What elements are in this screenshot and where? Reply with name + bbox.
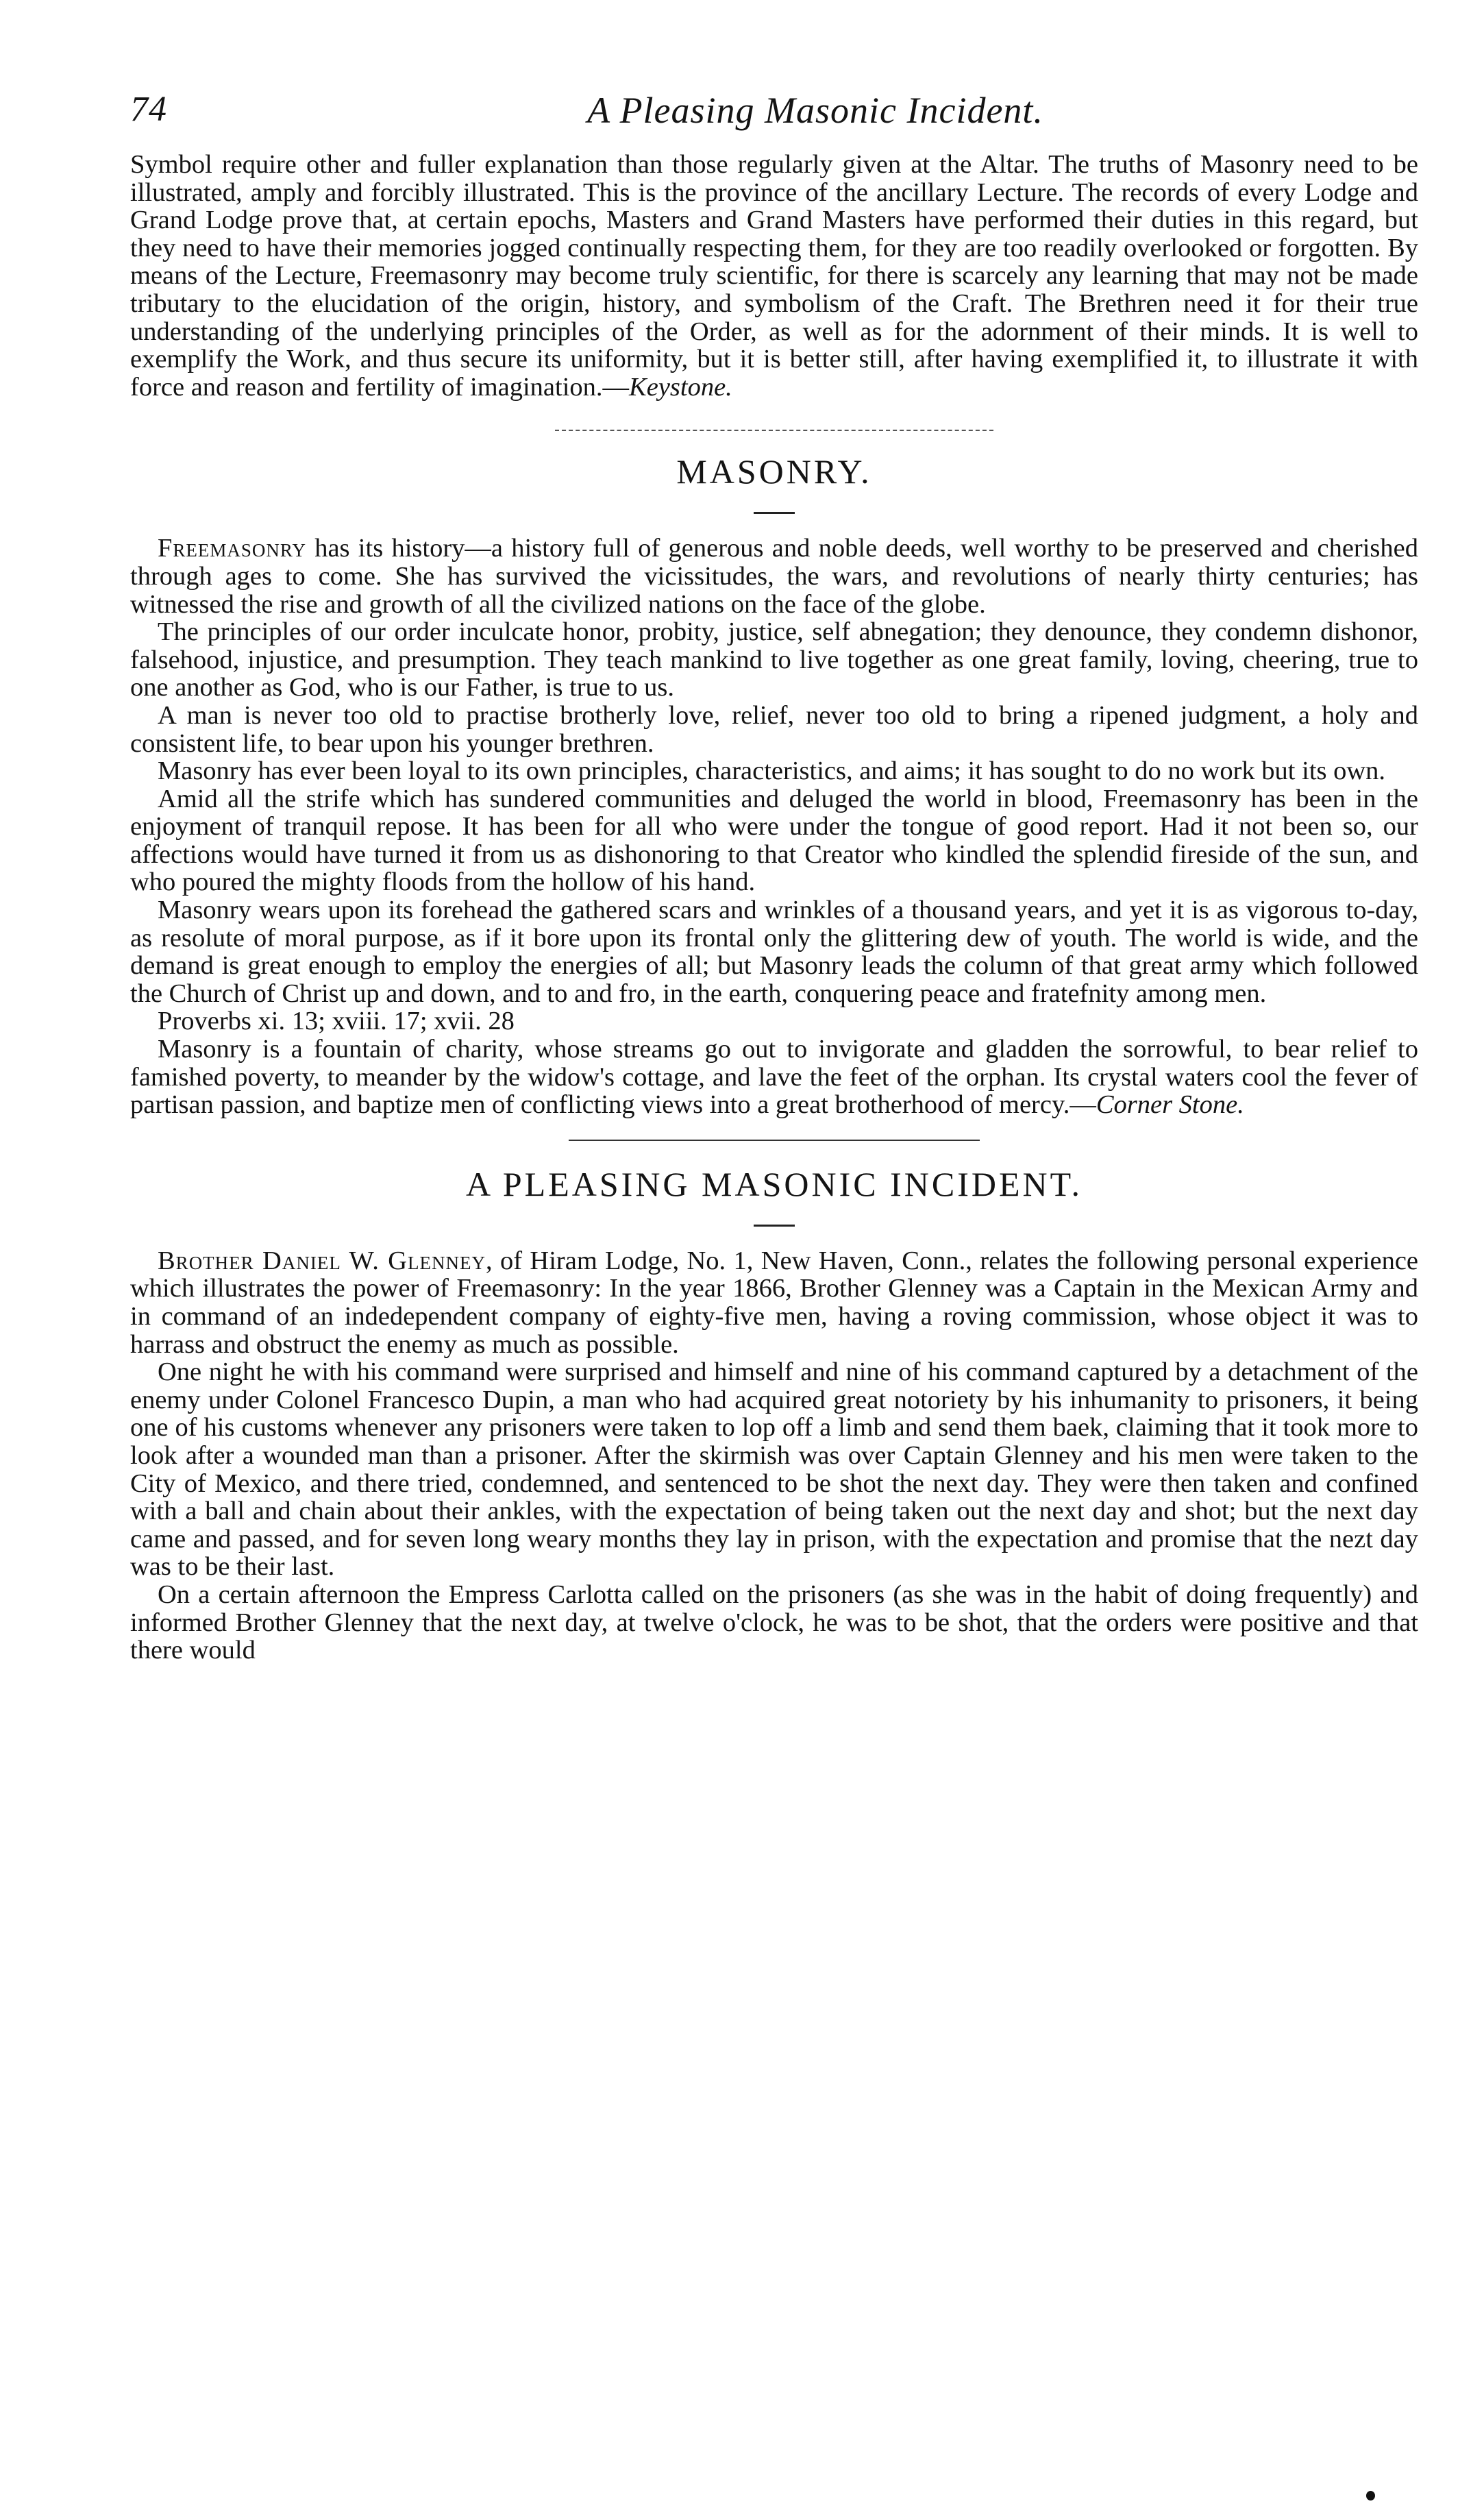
intro-text: Symbol require other and fuller explanation than those regularly given at the Altar. The truths of Masonry need to be illustrated, amply and forcibly illustrated. This is the province of the ancillary Lecture. The records of every Lodge and Grand Lodge prove that, at certain epochs, Masters and Grand Masters have performed their duties in this regard, but they need to have their memories jogged continually respecting them, for they are too readily overlooked or forgotten. By means of the Lecture, Freemasonry may become truly scientific, for there is scarcely any learning that may not be made tributary to the elucidation of the origin, history, and symbolism of the Craft. The Brethren need it for their true understanding of the underlying principles of the Order, as well as for the adornment of their minds. It is well to exemplify the Work, and thus secure its uniformity, but it is better still, after having exemplified it, to illustrate it with force and reason and fertility of imagination.— xyxy=(130,150,1418,402)
book-page xyxy=(130,89,1418,1664)
intro-signature: Keystone. xyxy=(629,372,732,402)
masonry-paragraph-3: A man is never too old to practise brotherly love, relief, never too old to bring a ripened judgment, a holy and consistent life, to bear upon his younger brethren. xyxy=(130,700,1418,758)
incident-paragraph-2: One night he with his command were surprised and himself and nine of his command captured by a detachment of the enemy under Colonel Francesco Dupin, a man who had acquired great notoriety by his inhumanity to prisoners, it being one of his customs whenever any prisoners were taken to lop off a limb and send them baek, claiming that it took more to look after a wounded man than a prisoner. After the skirmish was over Captain Glenney and his men were taken to the City of Mexico, and there tried, condemned, and sentenced to be shot the next day. They were then taken and confined with a ball and chain about their ankles, with the expectation of being taken out the next day and shot; but the next day came and passed, and for seven long weary months they lay in prison, with the expectation and promise that the nezt day was to be their last. xyxy=(130,1357,1418,1582)
masonry-paragraph-2: The principles of our order inculcate honor, probity, justice, self abnegation; they denounce, they condemn dishonor, falsehood, injustice, and presumption. They teach mankind to live together as one great family, loving, cheering, true to one another as God, who is our Father, is true to us. xyxy=(130,617,1418,702)
masonry-p8-text: Masonry is a fountain of charity, whose streams go out to invigorate and gladden the sorrowful, to bear relief to famished poverty, to meander by the widow's cottage, and lave the feet of the orphan. Its crystal waters cool the fever of partisan passion, and baptize men of conflicting views into a great brotherhood of mercy.— xyxy=(130,1035,1418,1120)
incident-p1-text: , of Hiram Lodge, No. 1, New Haven, Conn., relates the following personal experience which illustrates the power of Freemasonry: In the year 1866, Brother Glenney was a Captain in the Mexican Army and in command of an indedependent company of eighty-five men, having a roving commission, whose object it was to harrass and obstruct the enemy as much as possible. xyxy=(130,1246,1418,1359)
running-head xyxy=(130,89,1418,151)
incident-lead-name: Brother Daniel W. Glenney xyxy=(158,1246,486,1275)
masonry-paragraph-8 xyxy=(130,1035,1418,1119)
intro-paragraph xyxy=(130,151,1418,401)
page-number: 74 xyxy=(130,90,167,129)
masonry-signature: Corner Stone. xyxy=(1096,1090,1244,1120)
section-separator xyxy=(555,430,993,431)
incident-heading: A PLEASING MASONIC INCIDENT. xyxy=(466,1164,1083,1203)
incident-paragraph-3: On a certain afternoon the Empress Carlotta called on the prisoners (as she was in the habit of doing frequently) and informed Brother Glenney that the next day, at twelve o'clock, he was to be shot, that the orders were positive and that there would xyxy=(130,1580,1418,1665)
masonry-scripture-reference: Proverbs xi. 13; xviii. 17; xvii. 28 xyxy=(158,1007,515,1036)
ink-dot xyxy=(1366,2491,1375,2500)
masonry-heading: MASONRY. xyxy=(676,452,872,491)
masonry-lead-word: Freemasonry xyxy=(158,534,306,563)
heading-rule-2 xyxy=(754,1225,795,1227)
section-separator-2 xyxy=(569,1140,980,1141)
masonry-paragraph-6: Masonry wears upon its forehead the gathered scars and wrinkles of a thousand years, and yet it is as vigorous to-day, as resolute of moral purpose, as if it bore upon its frontal only the glittering dew of youth. The world is wide, and the demand is great enough to employ the energies of all; but Masonry leads the column of that great army which followed the Church of Christ up and down, and to and fro, in the earth, conquering peace and fratefnity among men. xyxy=(130,896,1418,1008)
masonry-paragraph-5: Amid all the strife which has sundered communities and deluged the world in blood, Freemasonry has been in the enjoyment of tranquil repose. It has been for all who were under the tongue of good report. Had it not been so, our affections would have turned it from us as dishonoring to that Creator who kindled the splendid fireside of the sun, and who poured the mighty floods from the hollow of his hand. xyxy=(130,784,1418,897)
masonry-paragraph-1 xyxy=(130,534,1418,618)
incident-paragraph-1 xyxy=(130,1247,1418,1358)
masonry-p1-text: has its history—a history full of generous and noble deeds, well worthy to be preserved and cherished through ages to come. She has survived the vicissitudes, the wars, and revolutions of nearly thirty centuries; has witnessed the rise and growth of all the civilized nations on the face of the globe. xyxy=(130,534,1418,619)
running-title: A Pleasing Masonic Incident. xyxy=(587,90,1043,131)
masonry-paragraph-4: Masonry has ever been loyal to its own principles, characteristics, and aims; it has sought to do no work but its own. xyxy=(158,757,1386,786)
heading-rule xyxy=(754,512,795,514)
